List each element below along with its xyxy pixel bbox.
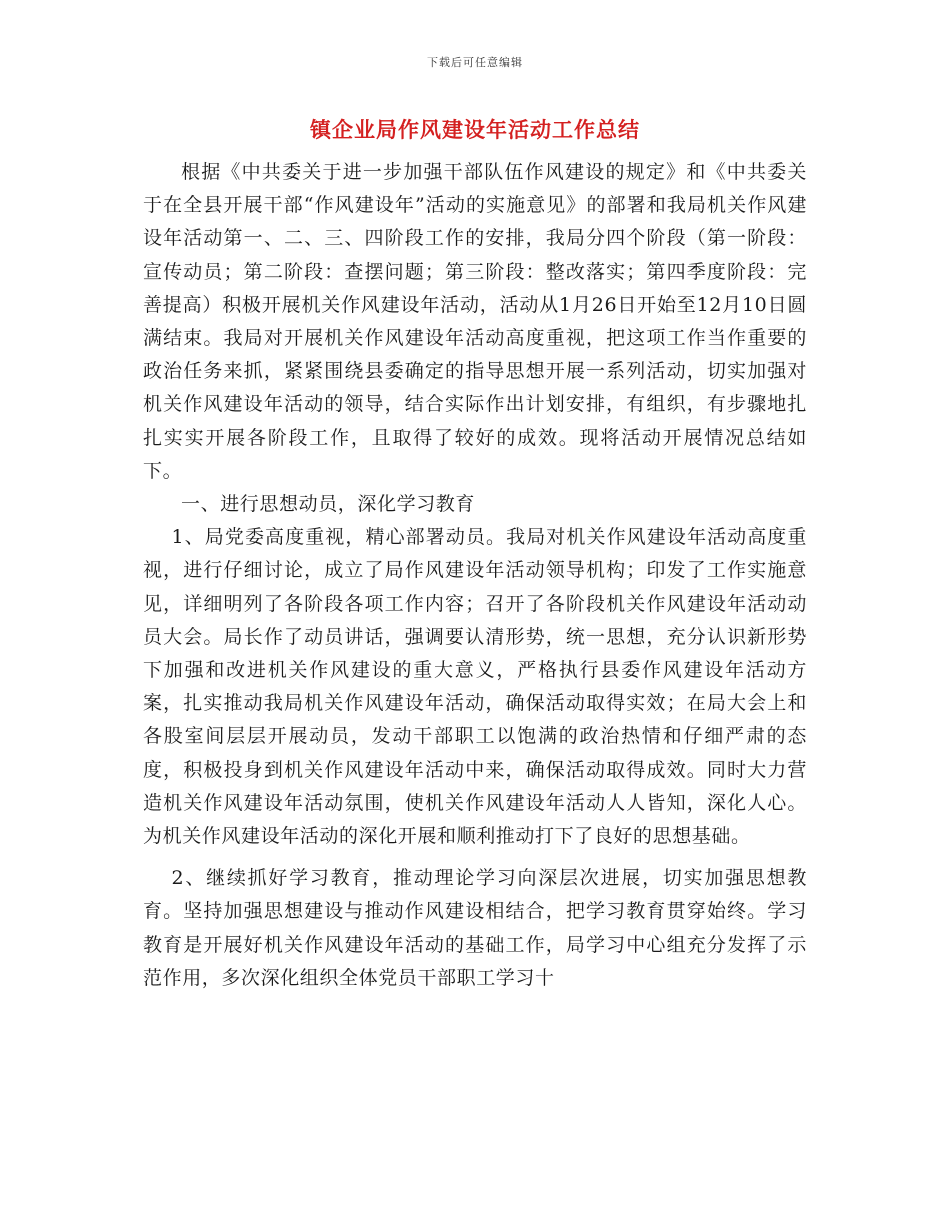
paragraph-item-2: 2、继续抓好学习教育，推动理论学习向深层次进展，切实加强思想教育。坚持加强思想建设与推动作风建设相结合，把学习教育贯穿始终。学习教育是开展好机关作风建设年活动的基础工作，局学习中心组充分发挥了示范作用，多次深化组织全体党员干部职工学习十 [143, 867, 807, 989]
document-body [143, 156, 807, 995]
section-heading: 一、进行思想动员，深化学习教育 [181, 493, 476, 516]
document-title: 镇企业局作风建设年活动工作总结 [310, 117, 640, 142]
paragraph-item-1: 1、局党委高度重视，精心部署动员。我局对机关作风建设年活动高度重视，进行仔细讨论，成立了局作风建设年活动领导机构；印发了工作实施意见，详细明列了各阶段各项工作内容；召开了各阶段机关作风建设年活动动员大会。局长作了动员讲话，强调要认清形势，统一思想，充分认识新形势下加强和改进机关作风建设的重大意义，严格执行县委作风建设年活动方案，扎实推动我局机关作风建设年活动，确保活动取得实效；在局大会上和各股室间层层开展动员，发动干部职工以饱满的政治热情和仔细严肃的态度，积极投身到机关作风建设年活动中来，确保活动取得成效。同时大力营造机关作风建设年活动氛围，使机关作风建设年活动人人皆知，深化人心。为机关作风建设年活动的深化开展和顺利推动打下了良好的思想基础。 [143, 526, 807, 848]
paragraph-intro: 根据《中共委关于进一步加强干部队伍作风建设的规定》和《中共委关于在全县开展干部“作风建设年”活动的实施意见》的部署和我局机关作风建设年活动第一、二、三、四阶段工作的安排，我局分四个阶段（第一阶段：宣传动员；第二阶段：查摆问题；第三阶段：整改落实；第四季度阶段：完善提高）积极开展机关作风建设年活动，活动从1月26日开始至12月10日圆满结束。我局对开展机关作风建设年活动高度重视，把这项工作当作重要的政治任务来抓，紧紧围绕县委确定的指导思想开展一系列活动，切实加强对机关作风建设年活动的领导，结合实际作出计划安排，有组织，有步骤地扎扎实实开展各阶段工作，且取得了较好的成效。现将活动开展情况总结如下。 [143, 161, 807, 482]
page-header-note: 下载后可任意编辑 [427, 56, 523, 69]
